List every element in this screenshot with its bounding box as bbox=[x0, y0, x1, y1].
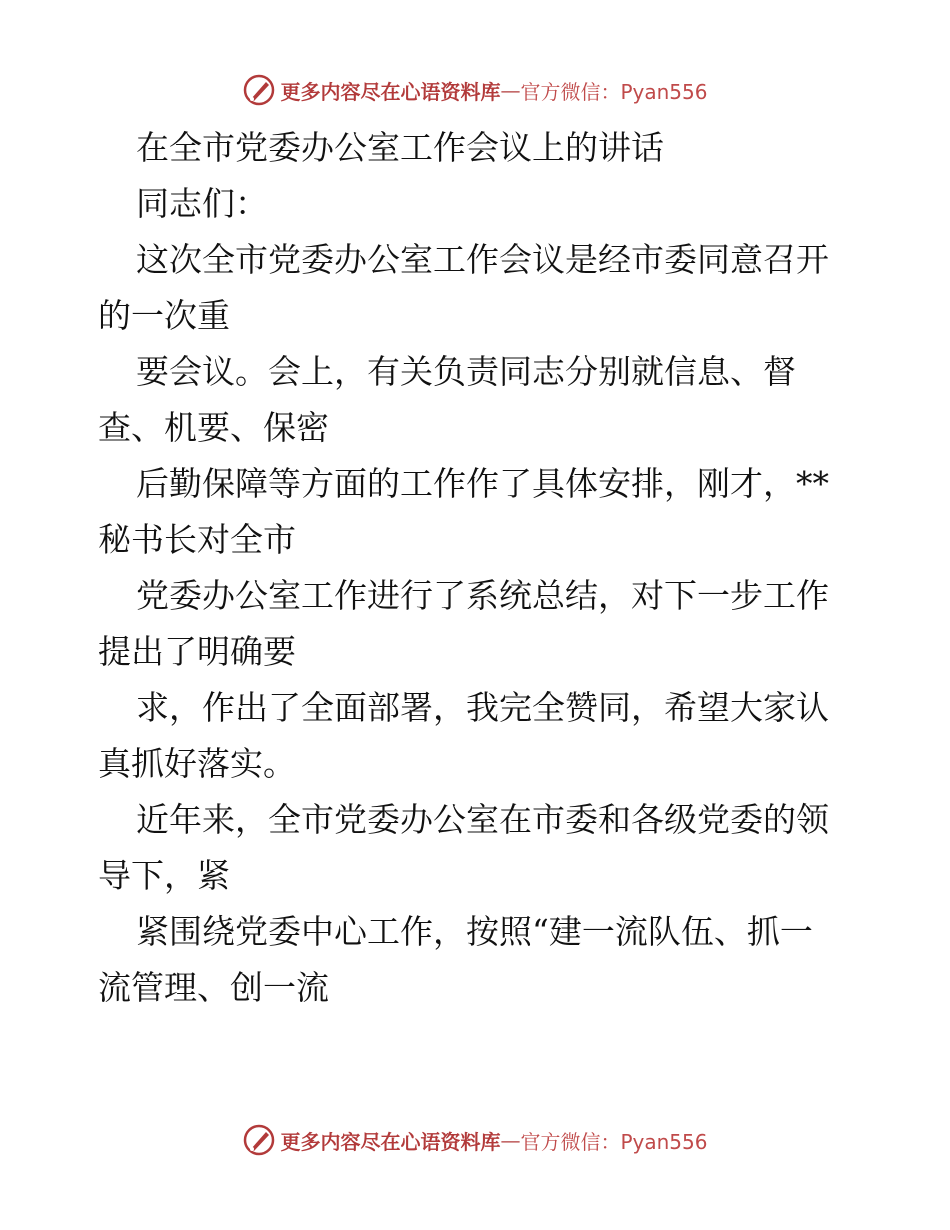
paragraph-line: 要会议。会上，有关负责同志分别就信息、督 bbox=[136, 352, 796, 391]
paragraph-line: 紧围绕党委中心工作，按照“建一流队伍、抓一 bbox=[136, 912, 813, 951]
paragraph-line: 这次全市党委办公室工作会议是经市委同意召开 bbox=[136, 240, 829, 279]
paragraph-line: 秘书长对全市 bbox=[98, 520, 296, 559]
paragraph-line: 求，作出了全面部署，我完全赞同，希望大家认 bbox=[136, 688, 829, 727]
paragraph-line: 导下，紧 bbox=[98, 856, 230, 895]
quill-pen-logo-icon bbox=[242, 73, 276, 107]
footer-banner bbox=[0, 1120, 950, 1160]
paragraph-line: 的一次重 bbox=[98, 296, 230, 335]
paragraph-line: 查、机要、保密 bbox=[98, 408, 329, 447]
header-banner-wechat: 官方微信：Pyan556 bbox=[520, 79, 708, 104]
paragraph-line: 党委办公室工作进行了系统总结，对下一步工作 bbox=[136, 576, 829, 615]
footer-banner-wechat: 官方微信：Pyan556 bbox=[520, 1129, 708, 1154]
paragraph-line: 后勤保障等方面的工作作了具体安排，刚才，** bbox=[136, 464, 829, 503]
salutation: 同志们： bbox=[136, 184, 268, 223]
paragraph-line: 真抓好落实。 bbox=[98, 744, 296, 783]
document-title: 在全市党委办公室工作会议上的讲话 bbox=[136, 128, 664, 167]
header-banner-separator: — bbox=[500, 78, 521, 102]
paragraph-line: 流管理、创一流 bbox=[98, 968, 329, 1007]
paragraph-line: 近年来，全市党委办公室在市委和各级党委的领 bbox=[136, 800, 829, 839]
document-body bbox=[98, 120, 858, 1016]
paragraph-line: 提出了明确要 bbox=[98, 632, 296, 671]
quill-pen-logo-icon bbox=[242, 1123, 276, 1157]
header-banner-text: 更多内容尽在心语资料库 bbox=[280, 79, 501, 104]
footer-banner-text: 更多内容尽在心语资料库 bbox=[280, 1129, 501, 1154]
footer-banner-separator: — bbox=[500, 1128, 521, 1152]
header-banner bbox=[0, 70, 950, 110]
